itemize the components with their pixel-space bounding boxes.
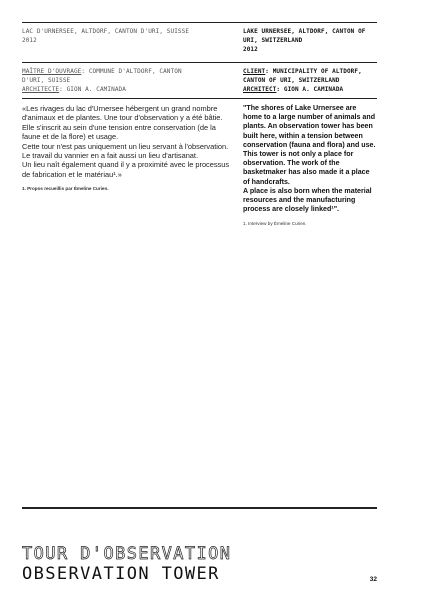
architect-fr-label: ARCHITECTE bbox=[22, 86, 60, 93]
title-fr: TOUR D'OBSERVATION bbox=[22, 544, 232, 564]
location-en: LAKE URNERSEE, ALTDORF, CANTON OF URI, SWITZERLAND bbox=[243, 28, 366, 44]
quote-fr bbox=[22, 104, 234, 192]
credits-fr bbox=[22, 67, 182, 94]
header-en bbox=[243, 27, 377, 54]
client-en-label: CLIENT bbox=[243, 68, 266, 75]
credits-rule bbox=[22, 98, 377, 99]
title-en: OBSERVATION TOWER bbox=[22, 564, 220, 584]
header-rule bbox=[22, 62, 377, 63]
footnote-fr: 1. Propos recueillis par Émeline Curien. bbox=[22, 186, 109, 192]
credits-en bbox=[243, 67, 377, 94]
header-fr bbox=[22, 27, 234, 45]
client-en-line: CLIENT: MUNICIPALITY OF ALTDORF, CANTON OF URI, SWITZERLAND bbox=[243, 68, 362, 84]
quote-en bbox=[243, 104, 377, 227]
quote-fr-p2: Cette tour n'est pas uniquement un lieu servant à l'observation. Le travail du vannier en a fait aussi un lieu d'artisanat. bbox=[22, 141, 229, 161]
client-en-value: MUNICIPALITY OF ALTDORF, CANTON OF URI, SWITZERLAND bbox=[243, 68, 362, 84]
quote-en-p1: "The shores of Lake Urnersee are home to a large number of animals and plants. An observation tower has been built here, within a tension between conservation (fauna and flora) and use. bbox=[243, 104, 376, 149]
page-number: 32 bbox=[369, 576, 377, 583]
client-fr-value: COMMUNE D'ALTDORF, CANTON D'URI, SUISSE bbox=[22, 68, 182, 84]
architect-en-line: ARCHITECT: GION A. CAMINADA bbox=[243, 86, 344, 93]
architect-en-label: ARCHITECT bbox=[243, 86, 277, 93]
client-fr-label: MAÎTRE D'OUVRAGE bbox=[22, 68, 82, 75]
year-en: 2012 bbox=[243, 46, 258, 53]
architect-en-value: GION A. CAMINADA bbox=[283, 86, 344, 93]
quote-fr-p1: «Les rivages du lac d'Urnersee hébergent un grand nombre d'animaux et de plantes. Une tour d'observation y a été bâtie. Elle s'inscrit au sein d'une tension entre conservation (de la faune et de la flore) et usage. bbox=[22, 104, 223, 142]
location-fr: LAC D'URNERSEE, ALTDORF, CANTON D'URI, SUISSE bbox=[22, 28, 190, 35]
year-fr: 2012 bbox=[22, 37, 37, 44]
architect-fr-line: ARCHITECTE: GION A. CAMINADA bbox=[22, 86, 126, 93]
quote-fr-p3: Un lieu naît également quand il y a proximité avec le processus de fabrication et le matériau¹.» bbox=[22, 160, 230, 179]
top-rule bbox=[22, 22, 377, 23]
bottom-rule bbox=[22, 507, 377, 509]
quote-en-p3: A place is also born when the material resources and the manufacturing process are closely linked¹". bbox=[243, 186, 372, 214]
client-fr-line: MAÎTRE D'OUVRAGE: COMMUNE D'ALTDORF, CANTON D'URI, SUISSE bbox=[22, 68, 182, 84]
architect-fr-value: GION A. CAMINADA bbox=[66, 86, 126, 93]
quote-en-p2: This tower is not only a place for observation. The work of the basketmaker has also made it a place of handcrafts. bbox=[243, 150, 370, 186]
footnote-en: 1. Interview by Émeline Curien. bbox=[243, 221, 307, 227]
